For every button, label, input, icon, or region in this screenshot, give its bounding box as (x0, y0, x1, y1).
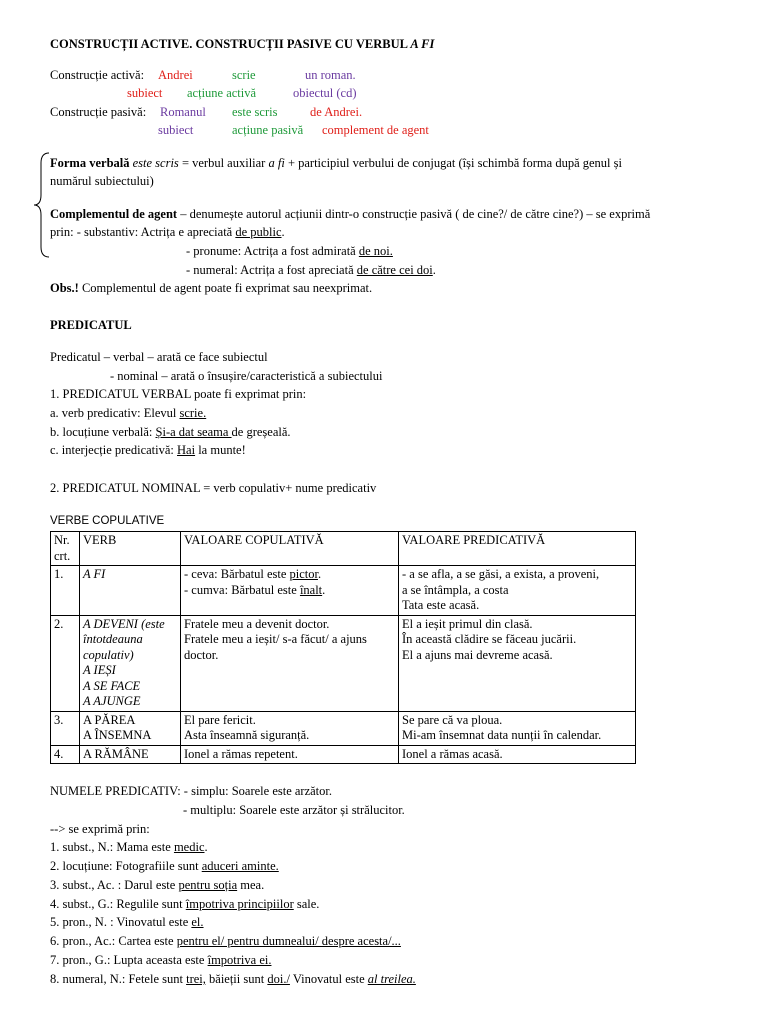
predicat-heading: PREDICATUL (50, 318, 132, 332)
list-item: 6. pron., Ac.: Cartea este pentru el/ pentru dumnealui/ despre acesta/... (50, 934, 401, 948)
active-role-subject: subiect (127, 86, 163, 100)
list-item: 5. pron., N. : Vinovatul este el. (50, 915, 204, 929)
list-item: 1. subst., N.: Mama este medic. (50, 840, 208, 854)
forma-line-2: numărul subiectului) (50, 174, 154, 188)
active-role-object: obiectul (cd) (293, 86, 357, 100)
row-verb: A FI (80, 566, 181, 616)
complement-line-2: prin: - substantiv: Actrița e apreciată de public. (50, 225, 285, 239)
row-cop: - ceva: Bărbatul este pictor. - cumva: Bărbatul este înalt. (181, 566, 399, 616)
header-pred: VALOARE PREDICATIVĂ (399, 532, 636, 566)
nume-predicativ-line-1: NUMELE PREDICATIV: - simplu: Soarele este arzător. (50, 784, 333, 798)
predicat-def-verbal: Predicatul – verbal – arată ce face subiectul (50, 350, 268, 364)
row-nr: 1. (51, 566, 80, 616)
nume-predicativ-line-3: --> se exprimă prin: (50, 822, 150, 836)
list-item: 4. subst., G.: Regulile sunt împotriva principiilor sale. (50, 897, 320, 911)
row-cop: Fratele meu a devenit doctor. Fratele meu a ieșit/ s-a făcut/ a ajuns doctor. (181, 615, 399, 711)
obs-note: Obs.! Complementul de agent poate fi exprimat sau neexprimat. (50, 281, 373, 295)
predicat-nominal-title: 2. PREDICATUL NOMINAL = verb copulativ+ nume predicativ (50, 481, 377, 495)
list-item: 8. numeral, N.: Fetele sunt trei, băieții sunt doi./ Vinovatul este al treilea. (50, 972, 416, 986)
passive-role-subject: subiect (158, 123, 194, 137)
active-label: Construcție activă: (50, 68, 145, 82)
list-item: 2. locuțiune: Fotografiile sunt aduceri aminte. (50, 859, 279, 873)
predicat-verbal-b: b. locuțiune verbală: Și-a dat seama de greșeală. (50, 425, 291, 439)
active-verb: scrie (232, 68, 256, 82)
row-pred: - a se afla, a se găsi, a exista, a proveni, a se întâmpla, a costa Tata este acasă. (399, 566, 636, 616)
table-header-row (51, 532, 636, 566)
predicat-def-nominal: - nominal – arată o însușire/caracteristică a subiectului (110, 369, 383, 383)
header-nr: Nr. crt. (51, 532, 80, 566)
active-role-action: acțiune activă (187, 86, 257, 100)
row-nr: 4. (51, 745, 80, 764)
complement-line-1: Complementul de agent – denumește autorul acțiunii dintr-o construcție pasivă ( de cine?/ de către cine?) – se exprimă (50, 207, 651, 221)
row-cop: El pare fericit. Asta înseamnă siguranță. (181, 711, 399, 745)
forma-line-1: Forma verbală este scris = verbul auxiliar a fi + participiul verbului de conjugat (își schimbă forma după genul și (50, 156, 622, 170)
row-verb: A PĂREA A ÎNSEMNA (80, 711, 181, 745)
complement-line-3: - pronume: Actrița a fost admirată de noi. (186, 244, 393, 258)
table-caption: VERBE COPULATIVE (50, 515, 165, 527)
passive-label: Construcție pasivă: (50, 105, 147, 119)
active-object: un roman. (305, 68, 356, 82)
header-cop: VALOARE COPULATIVĂ (181, 532, 399, 566)
verbe-copulative-table (50, 531, 636, 764)
row-pred: Se pare că va ploua. Mi-am însemnat data nunții în calendar. (399, 711, 636, 745)
header-verb: VERB (80, 532, 181, 566)
passive-role-agent: complement de agent (322, 123, 429, 137)
nume-predicativ-line-2: - multiplu: Soarele este arzător și strălucitor. (183, 803, 405, 817)
table-row (51, 566, 636, 616)
table-row (51, 745, 636, 764)
row-pred: Ionel a rămas acasă. (399, 745, 636, 764)
passive-subject: Romanul (160, 105, 206, 119)
row-pred: El a ieșit primul din clasă. În această clădire se făceau jucării. El a ajuns mai devreme acasă. (399, 615, 636, 711)
page-title: CONSTRUCȚII ACTIVE. CONSTRUCȚII PASIVE CU VERBUL A FI (50, 37, 435, 51)
passive-agent: de Andrei. (310, 105, 363, 119)
predicat-verbal-title: 1. PREDICATUL VERBAL poate fi exprimat prin: (50, 387, 307, 401)
curly-brace (32, 151, 52, 259)
row-cop: Ionel a rămas repetent. (181, 745, 399, 764)
list-item: 7. pron., G.: Lupta aceasta este împotriva ei. (50, 953, 272, 967)
table-row (51, 615, 636, 711)
predicat-verbal-c: c. interjecție predicativă: Hai la munte! (50, 443, 246, 457)
cop-underlined: înalt (299, 582, 323, 597)
row-nr: 2. (51, 615, 80, 711)
complement-line-4: - numeral: Actrița a fost apreciată de către cei doi. (186, 263, 436, 277)
list-item: 3. subst., Ac. : Darul este pentru soția mea. (50, 878, 265, 892)
predicat-verbal-a: a. verb predicativ: Elevul scrie. (50, 406, 207, 420)
passive-role-action: acțiune pasivă (232, 123, 304, 137)
row-verb: A DEVENI (este întotdeauna copulativ) A IEȘI A SE FACE A AJUNGE (80, 615, 181, 711)
passive-verb: este scris (232, 105, 278, 119)
table-row (51, 711, 636, 745)
row-verb: A RĂMÂNE (80, 745, 181, 764)
active-subject: Andrei (158, 68, 193, 82)
cop-underlined: pictor (289, 567, 318, 581)
row-nr: 3. (51, 711, 80, 745)
